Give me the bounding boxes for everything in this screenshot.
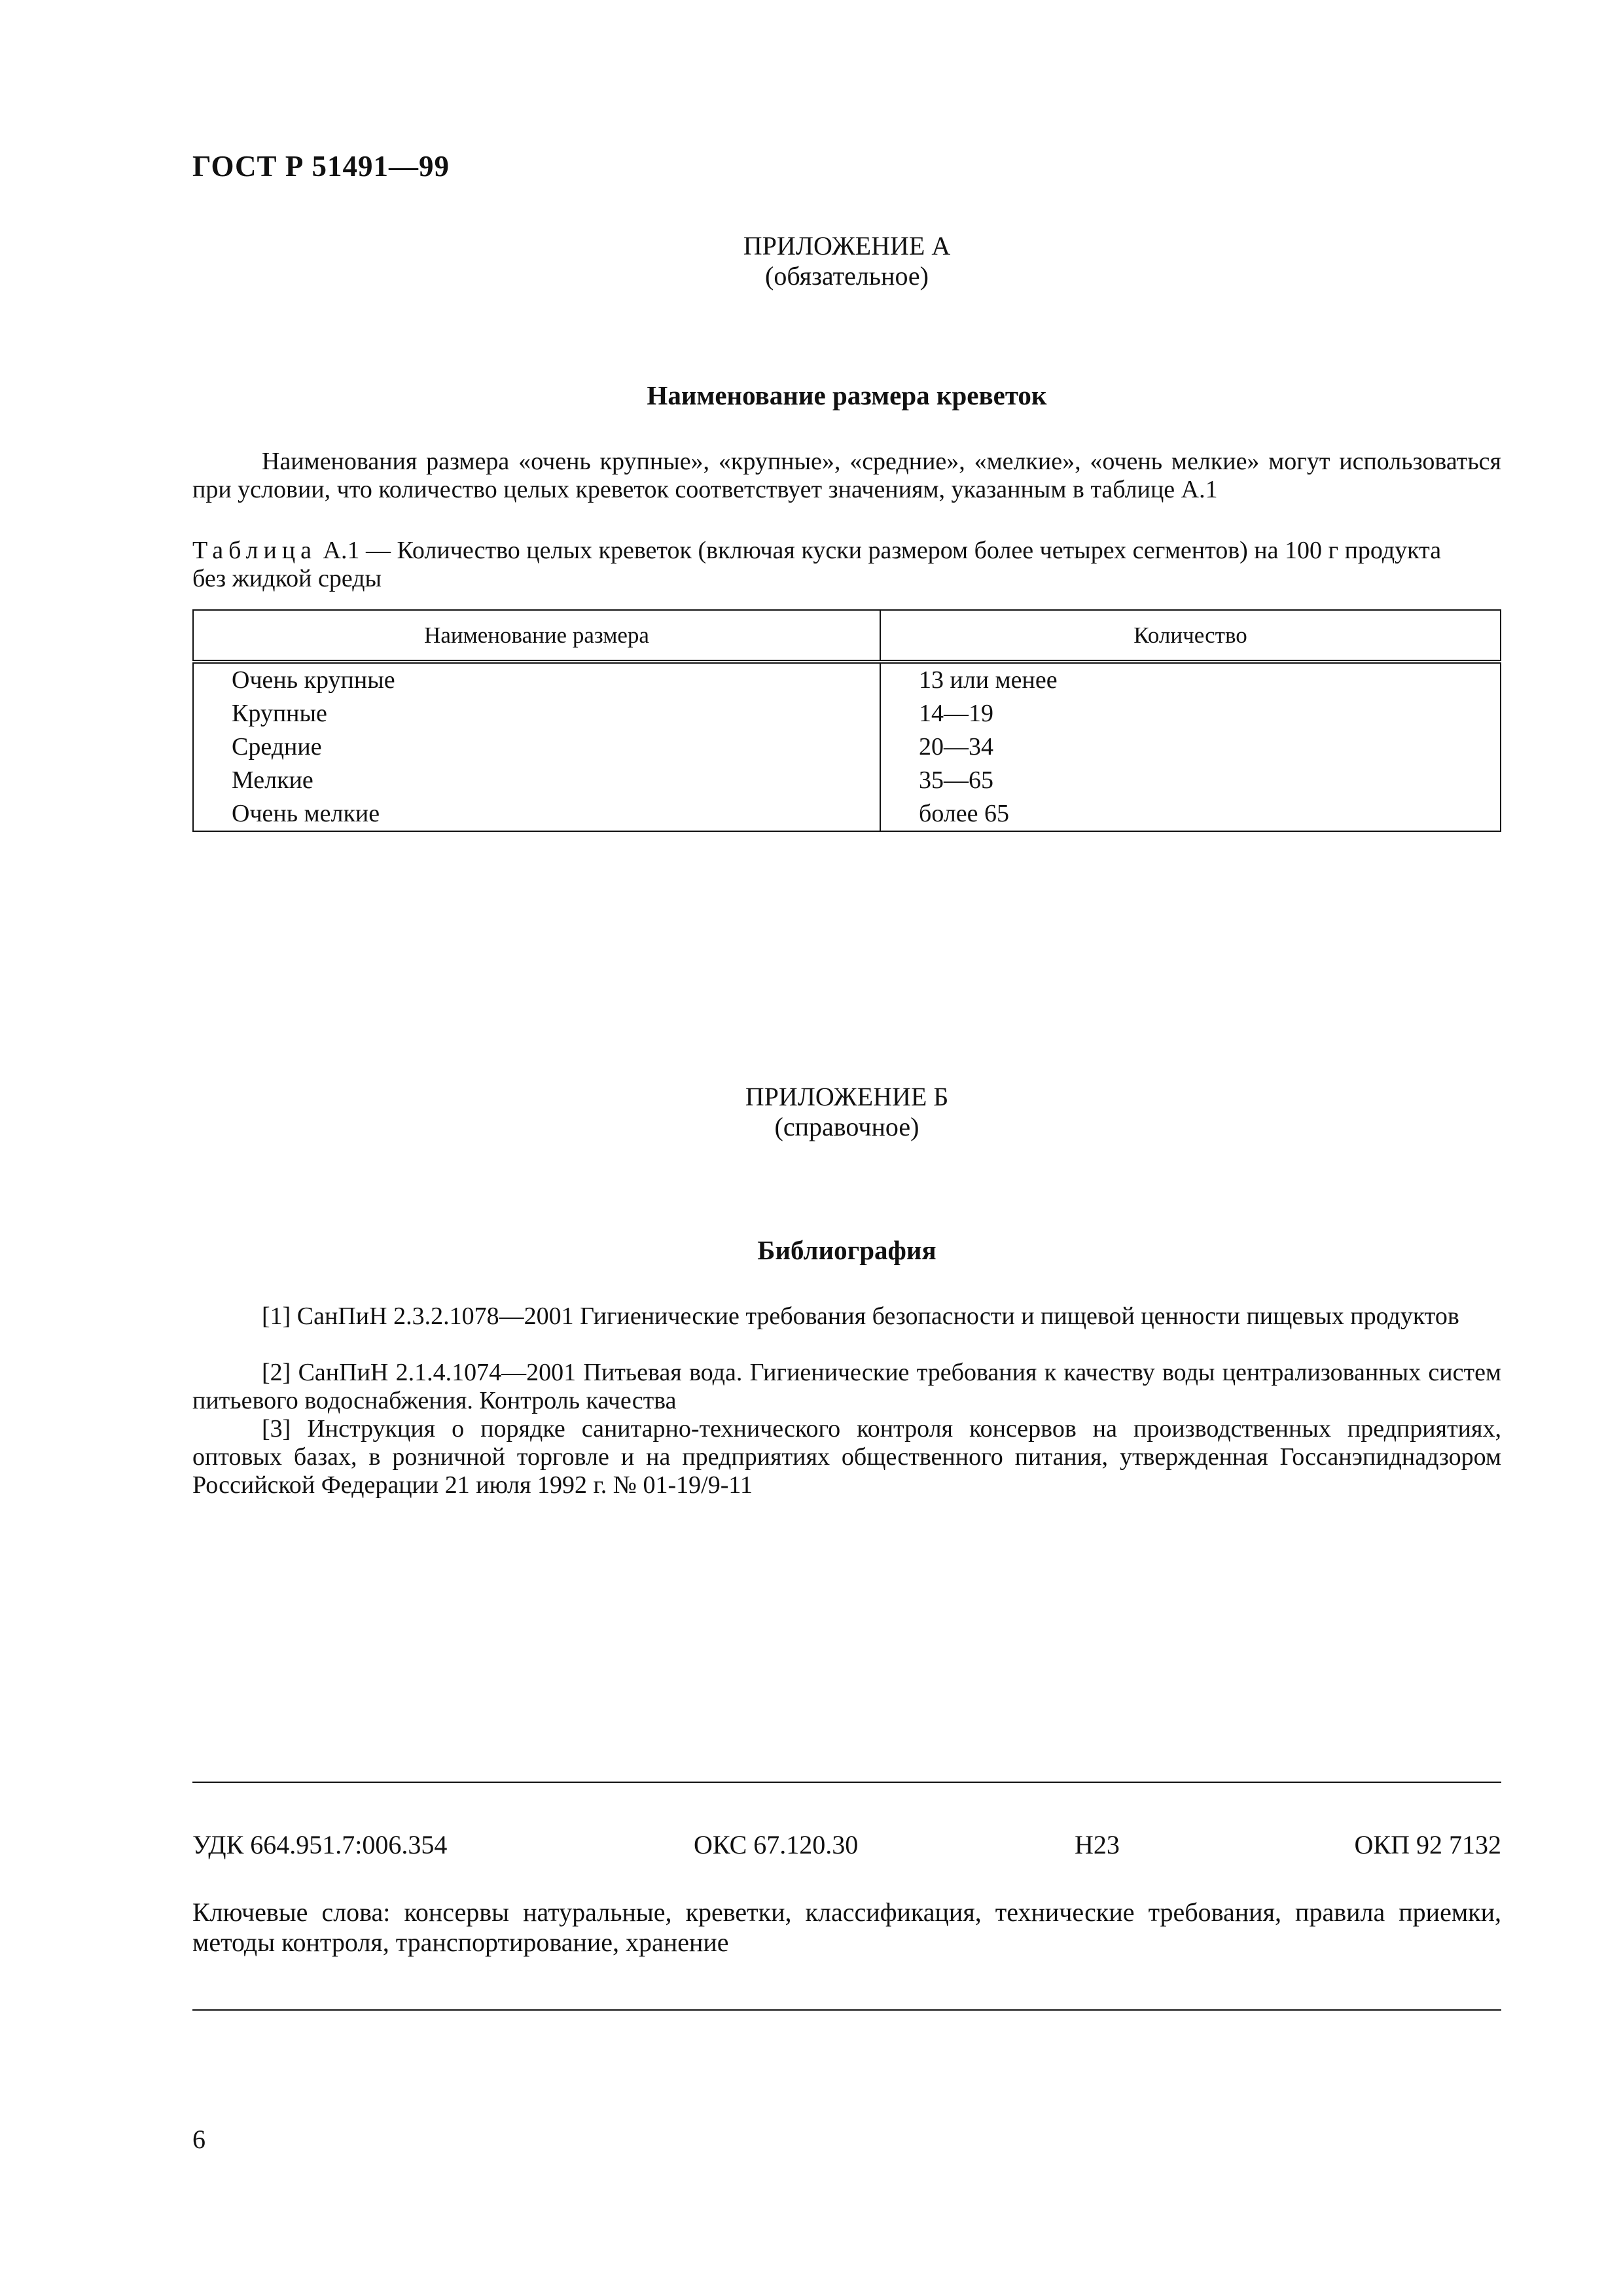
quantity-cell: 13 или менее (880, 662, 1501, 697)
oks-code: ОКС 67.120.30 (694, 1830, 859, 1859)
appendix-b-title: ПРИЛОЖЕНИЕ Б (745, 1082, 949, 1111)
quantity-cell: 14—19 (880, 697, 1501, 730)
size-name-cell: Очень мелкие (193, 797, 880, 831)
appendix-a-paragraph: Наименования размера «очень крупные», «крупные», «средние», «мелкие», «очень мелкие» могут использоваться при условии, что количество целых креветок соответствует значениям, указанным в таблице А.1 (192, 448, 1501, 503)
quantity-cell: более 65 (880, 797, 1501, 831)
column-header-size: Наименование размера (193, 610, 880, 662)
quantity-cell: 20—34 (880, 730, 1501, 764)
classification-row (192, 1829, 1501, 1862)
quantity-cell: 35—65 (880, 764, 1501, 797)
size-name-cell: Крупные (193, 697, 880, 730)
table-caption-text: А.1 — Количество целых креветок (включая куски размером более четырех сегментов) на 100 г продукта без жидкой среды (192, 537, 1442, 592)
table-header-row (193, 610, 1501, 662)
shrimp-size-table (192, 609, 1501, 832)
footer-bottom-rule (192, 2009, 1501, 2011)
footer-top-rule (192, 1782, 1501, 1783)
size-name-cell: Средние (193, 730, 880, 764)
bibliography-entry-2: [2] СанПиН 2.1.4.1074—2001 Питьевая вода. Гигиенические требования к качеству воды централизованных систем питьевого водоснабжения. Контроль качества (192, 1359, 1501, 1414)
group-code: Н23 (1075, 1830, 1120, 1859)
table-row (193, 764, 1501, 797)
table-row (193, 697, 1501, 730)
table-row (193, 797, 1501, 831)
appendix-b-status: (справочное) (774, 1112, 919, 1141)
appendix-a-title: ПРИЛОЖЕНИЕ А (743, 231, 951, 260)
bibliography-entry-3: [3] Инструкция о порядке санитарно-технического контроля консервов на производственных предприятиях, оптовых базах, в розничной торговле и на предприятиях общественного питания, утвержденная Госсанэпиднадзором Российской Федерации 21 июля 1992 г. № 01-19/9-11 (192, 1415, 1501, 1499)
appendix-a-status: (обязательное) (765, 261, 929, 291)
table-row (193, 730, 1501, 764)
udk-code: УДК 664.951.7:006.354 (192, 1830, 448, 1859)
table-caption-prefix: Таблица (192, 537, 317, 564)
size-name-cell: Очень крупные (193, 662, 880, 697)
size-name-cell: Мелкие (193, 764, 880, 797)
okp-code: ОКП 92 7132 (1354, 1830, 1501, 1859)
bibliography-entry-1: [1] СанПиН 2.3.2.1078—2001 Гигиенические требования безопасности и пищевой ценности пищевых продуктов (262, 1302, 1459, 1330)
table-row (193, 662, 1501, 697)
page-number: 6 (192, 2125, 205, 2154)
document-code: ГОСТ Р 51491—99 (192, 150, 450, 183)
keywords: Ключевые слова: консервы натуральные, креветки, классификация, технические требования, правила приемки, методы контроля, транспортирование, хранение (192, 1897, 1501, 1957)
column-header-quantity: Количество (880, 610, 1501, 662)
table-caption (192, 537, 1475, 593)
bibliography-heading: Библиография (757, 1235, 936, 1265)
appendix-a-heading: Наименование размера креветок (647, 380, 1047, 410)
